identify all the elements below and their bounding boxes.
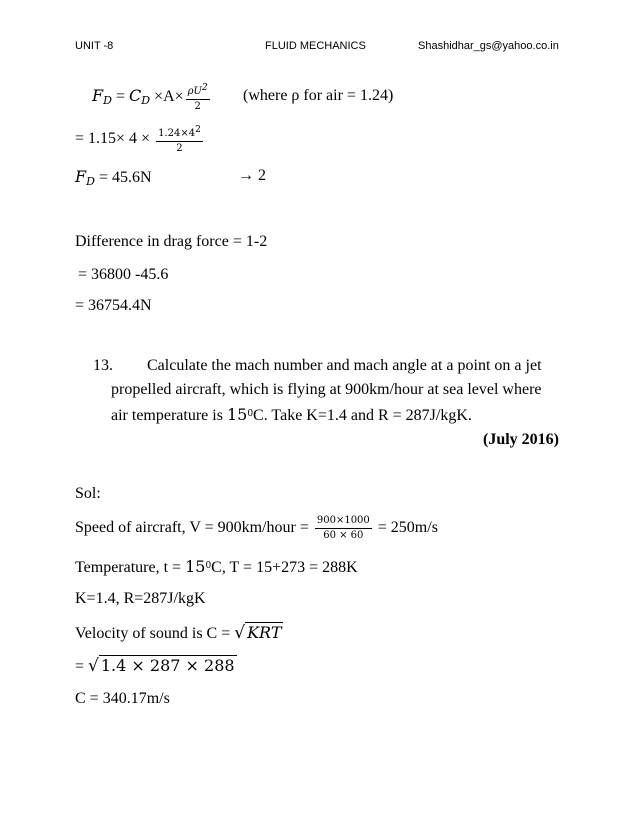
question-number: 13.	[93, 357, 113, 374]
fd-subscript: D	[103, 94, 112, 108]
drag-formula	[92, 82, 212, 113]
fraction-numerator-exponent: 2	[201, 83, 208, 93]
result-fd-symbol: F	[75, 167, 87, 186]
question-line-2: propelled aircraft, which is flying at 900km/hour at sea level where	[111, 381, 542, 398]
cd-subscript: D	[141, 94, 151, 108]
sqrt-krt-radicand: KRT	[247, 623, 282, 642]
sound-result: C = 340.17m/s	[75, 690, 170, 707]
question-temperature: 15	[226, 405, 248, 424]
temperature-post: C, T = 15+273 = 288K	[211, 559, 358, 576]
fd-symbol: F	[92, 86, 104, 106]
temperature-degree: 0	[205, 561, 212, 571]
question-line-1: Calculate the mach number and mach angle at a point on a jet	[147, 357, 542, 374]
calc-fraction-denominator: 2	[176, 143, 183, 154]
cd-symbol: C	[128, 86, 142, 106]
question-source: (July 2016)	[483, 431, 559, 448]
question-degree: 0	[247, 409, 254, 419]
question-line-3	[111, 405, 472, 425]
fraction-numerator: ρU	[187, 86, 202, 97]
sound-calc-pre: =	[75, 658, 89, 675]
result-fd-subscript: D	[86, 175, 95, 188]
difference-subtraction: = 36800 -45.6	[78, 266, 169, 283]
sound-velocity-line	[75, 623, 283, 643]
temperature-pre: Temperature, t =	[75, 559, 186, 576]
sound-velocity-pre: Velocity of sound is C =	[75, 625, 235, 642]
sqrt-calculation: √ 1.4 × 287 × 288	[88, 656, 235, 676]
times-area: ×A×	[154, 88, 184, 106]
drag-calculation	[75, 124, 205, 155]
speed-numerator: 900×1000	[315, 515, 372, 529]
solution-label: Sol:	[75, 485, 101, 502]
drag-result	[75, 167, 152, 188]
sqrt-krt: √ KRT	[234, 623, 282, 643]
difference-heading: Difference in drag force = 1-2	[75, 233, 268, 250]
header-subject: FLUID MECHANICS	[265, 40, 366, 52]
calc-fraction-numerator: 1.24×4	[158, 128, 196, 139]
difference-result: = 36754.4N	[75, 297, 152, 314]
speed-post: = 250m/s	[377, 519, 438, 537]
header-unit: UNIT -8	[75, 40, 114, 52]
speed-line	[75, 515, 438, 542]
speed-fraction	[315, 515, 372, 542]
temperature-value: 15	[185, 557, 206, 576]
sound-calculation-line	[75, 656, 237, 676]
density-velocity-fraction	[186, 82, 210, 113]
question-line-3-post: C. Take K=1.4 and R = 287J/kgK.	[253, 407, 472, 424]
fraction-denominator: 2	[194, 101, 201, 112]
speed-denominator: 60 × 60	[323, 530, 364, 541]
temperature-line	[75, 557, 358, 577]
speed-pre: Speed of aircraft, V = 900km/hour =	[75, 519, 309, 537]
calculation-fraction	[156, 124, 203, 155]
constants-line: K=1.4, R=287J/kgK	[75, 590, 206, 607]
air-density-note: (where ρ for air = 1.24)	[243, 87, 394, 104]
calculation-lhs: = 1.15× 4 ×	[75, 130, 151, 148]
result-reference: → 2	[238, 167, 266, 184]
result-value: = 45.6N	[98, 169, 152, 186]
calc-fraction-exponent: 2	[195, 125, 201, 135]
equals-sign: =	[115, 88, 125, 106]
question-line-3-pre: air temperature is	[111, 407, 227, 424]
header-email: Shashidhar_gs@yahoo.co.in	[418, 40, 559, 52]
sqrt-calculation-radicand: 1.4 × 287 × 288	[100, 656, 235, 675]
